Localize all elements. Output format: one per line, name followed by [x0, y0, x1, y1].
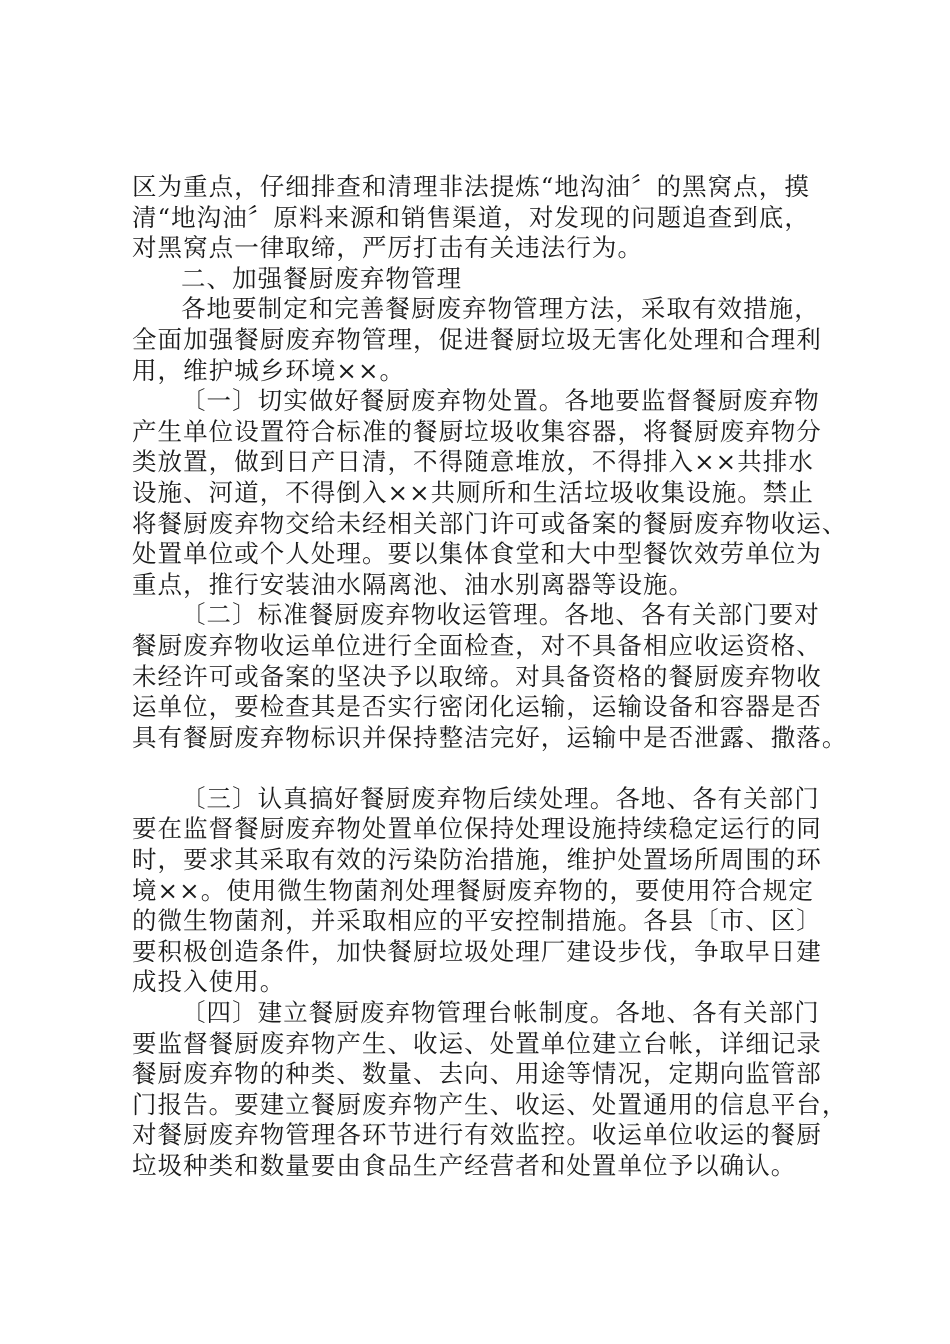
text-line: 成投入使用。	[132, 967, 286, 997]
paragraph-item-3	[132, 784, 832, 998]
text-line: 用，维护城乡环境××。	[132, 355, 406, 385]
text-line: 运单位，要检查其是否实行密闭化运输，运输设备和容器是否	[132, 692, 822, 722]
text-line: 各地要制定和完善餐厨废弃物管理方法，采取有效措施，	[181, 294, 820, 324]
text-line: 要积极创造条件，加快餐厨垃圾处理厂建设步伐，争取早日建	[132, 936, 822, 966]
text-line: 要监督餐厨废弃物产生、收运、处置单位建立台帐，详细记录	[132, 1028, 822, 1058]
text-line: 类放置，做到日产日清，不得随意堆放，不得排入××共排水	[132, 447, 814, 477]
text-line: 〔一〕切实做好餐厨废弃物处置。各地要监督餐厨废弃物	[181, 386, 820, 416]
document-body	[132, 172, 848, 1182]
paragraph-item-4	[132, 998, 848, 1182]
text-line: 产生单位设置符合标准的餐厨垃圾收集容器，将餐厨废弃物分	[132, 416, 822, 446]
paragraph-section-2-intro	[132, 294, 832, 386]
text-line: 〔二〕标准餐厨废弃物收运管理。各地、各有关部门要对	[181, 600, 820, 630]
text-line: 将餐厨废弃物交给未经相关部门许可或备案的餐厨废弃物收运、	[132, 508, 848, 538]
text-line: 门报告。要建立餐厨废弃物产生、收运、处置通用的信息平台，	[132, 1089, 848, 1119]
text-line: 设施、河道，不得倒入××共厕所和生活垃圾收集设施。禁止	[132, 477, 814, 507]
text-line: 具有餐厨废弃物标识并保持整洁完好，运输中是否泄露、撒落。	[132, 722, 848, 752]
text-line: 清“地沟油〞原料来源和销售渠道，对发现的问题追查到底，	[132, 202, 810, 232]
text-line: 〔四〕建立餐厨废弃物管理台帐制度。各地、各有关部门	[181, 998, 820, 1028]
text-line: 垃圾种类和数量要由食品生产经营者和处置单位予以确认。	[132, 1151, 797, 1180]
text-line: 境××。使用微生物菌剂处理餐厨废弃物的，要使用符合规定	[132, 875, 814, 905]
text-line: 重点，推行安装油水隔离池、油水别离器等设施。	[132, 569, 695, 599]
text-line: 餐厨废弃物收运单位进行全面检查，对不具备相应收运资格、	[132, 630, 822, 660]
section-heading-2	[132, 264, 832, 295]
text-line: 时，要求其采取有效的污染防治措施，维护处置场所周围的环	[132, 845, 822, 875]
text-line: 的微生物菌剂，并采取相应的平安控制措施。各县〔市、区〕	[132, 906, 822, 936]
paragraph-gap	[132, 753, 832, 784]
text-line: 〔三〕认真搞好餐厨废弃物后续处理。各地、各有关部门	[181, 783, 820, 813]
text-line: 未经许可或备案的坚决予以取缔。对具备资格的餐厨废弃物收	[132, 661, 822, 691]
paragraph-intro-continued	[132, 172, 832, 264]
text-line: 处置单位或个人处理。要以集体食堂和大中型餐饮效劳单位为	[132, 539, 822, 569]
text-line: 对餐厨废弃物管理各环节进行有效监控。收运单位收运的餐厨	[132, 1120, 822, 1150]
text-line: 全面加强餐厨废弃物管理，促进餐厨垃圾无害化处理和合理利	[132, 324, 822, 354]
heading-line: 二、加强餐厨废弃物管理	[181, 263, 463, 293]
paragraph-item-1	[132, 386, 848, 600]
text-line: 要在监督餐厨废弃物处置单位保持处理设施持续稳定运行的同	[132, 814, 822, 844]
text-line: 餐厨废弃物的种类、数量、去向、用途等情况，定期向监管部	[132, 1059, 822, 1089]
text-line: 对黑窝点一律取缔，严厉打击有关违法行为。	[132, 233, 643, 263]
paragraph-item-2	[132, 600, 848, 753]
text-line: 区为重点，仔细排查和清理非法提炼“地沟油〞的黑窝点，摸	[132, 172, 810, 201]
